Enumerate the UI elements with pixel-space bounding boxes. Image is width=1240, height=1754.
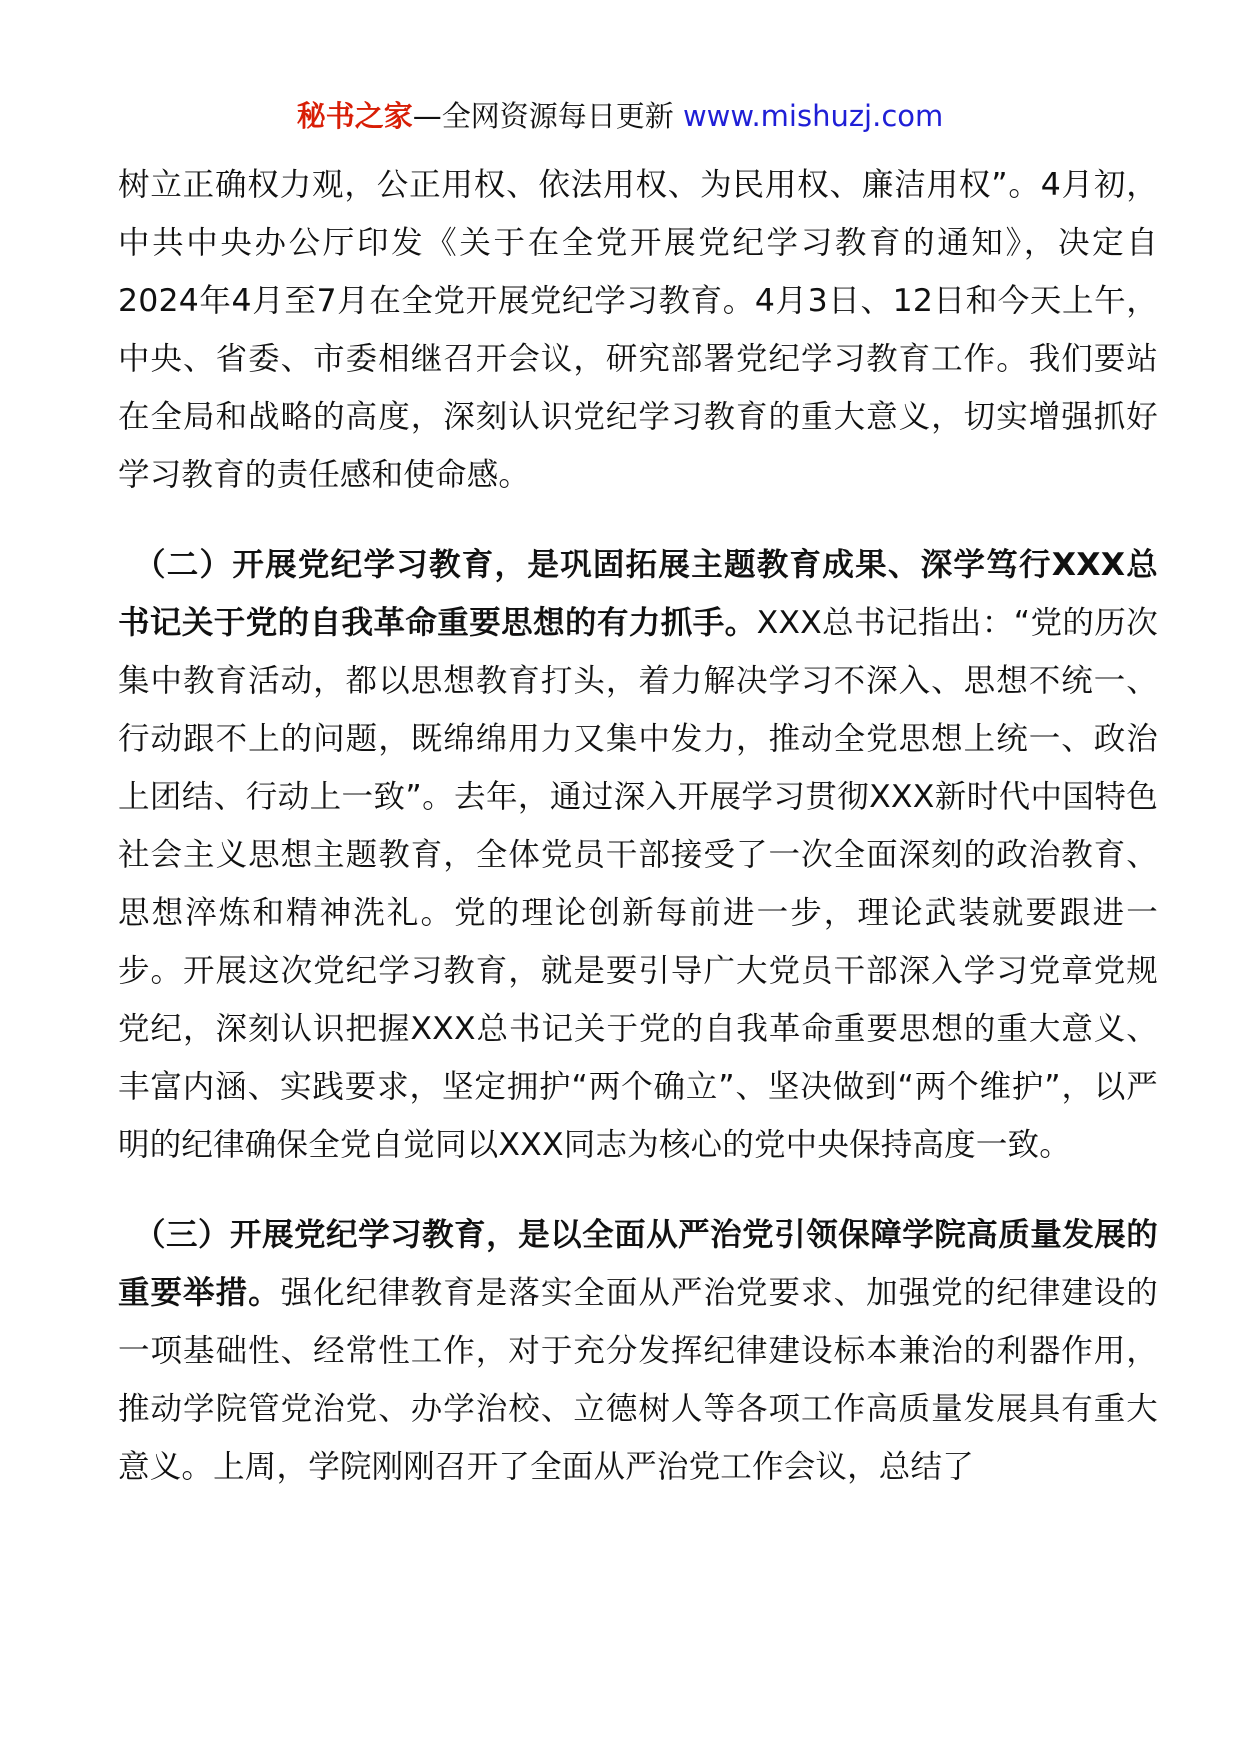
page-header xyxy=(0,96,1240,136)
paragraph-1-text: 树立正确权力观，公正用权、依法用权、为民用权、廉洁用权”。4月初，中共中央办公厅印发《关于在全党开展党纪学习教育的通知》，决定自2024年4月至7月在全党开展党纪学习教育。4月3日、12日和今天上午，中央、省委、市委相继召开会议，研究部署党纪学习教育工作。我们要站在全局和战略的高度，深刻认识党纪学习教育的重大意义，切实增强抓好学习教育的责任感和使命感。 xyxy=(118,167,1158,493)
paragraph-1 xyxy=(118,156,1158,504)
site-tagline: —全网资源每日更新 xyxy=(412,99,674,133)
paragraph-3 xyxy=(118,1206,1158,1496)
paragraph-3-heading: （三）开展党纪学习教育，是以全面从严治党引领保障学院高质量发展的重要举措。 xyxy=(118,1217,1158,1311)
document-body xyxy=(118,156,1158,1496)
paragraph-2 xyxy=(118,536,1158,1174)
paragraph-2-text: XXX总书记指出：“党的历次集中教育活动，都以思想教育打头，着力解决学习不深入、思想不统一、行动跟不上的问题，既绵绵用力又集中发力，推动全党思想上统一、政治上团结、行动上一致”。去年，通过深入开展学习贯彻XXX新时代中国特色社会主义思想主题教育，全体党员干部接受了一次全面深刻的政治教育、思想淬炼和精神洗礼。党的理论创新每前进一步，理论武装就要跟进一步。开展这次党纪学习教育，就是要引导广大党员干部深入学习党章党规党纪，深刻认识把握XXX总书记关于党的自我革命重要思想的重大意义、丰富内涵、实践要求，坚定拥护“两个确立”、坚决做到“两个维护”，以严明的纪律确保全党自觉同以XXX同志为核心的党中央保持高度一致。 xyxy=(118,605,1158,1163)
site-brand: 秘书之家 xyxy=(296,99,413,133)
site-url-link[interactable]: www.mishuzj.com xyxy=(682,99,944,133)
paragraph-3-text: 强化纪律教育是落实全面从严治党要求、加强党的纪律建设的一项基础性、经常性工作，对于充分发挥纪律建设标本兼治的利器作用，推动学院管党治党、办学治校、立德树人等各项工作高质量发展具有重大意义。上周，学院刚刚召开了全面从严治党工作会议，总结了 xyxy=(118,1275,1158,1485)
paragraph-2-heading: （二）开展党纪学习教育，是巩固拓展主题教育成果、深学笃行XXX总书记关于党的自我革命重要思想的有力抓手。 xyxy=(118,547,1158,641)
